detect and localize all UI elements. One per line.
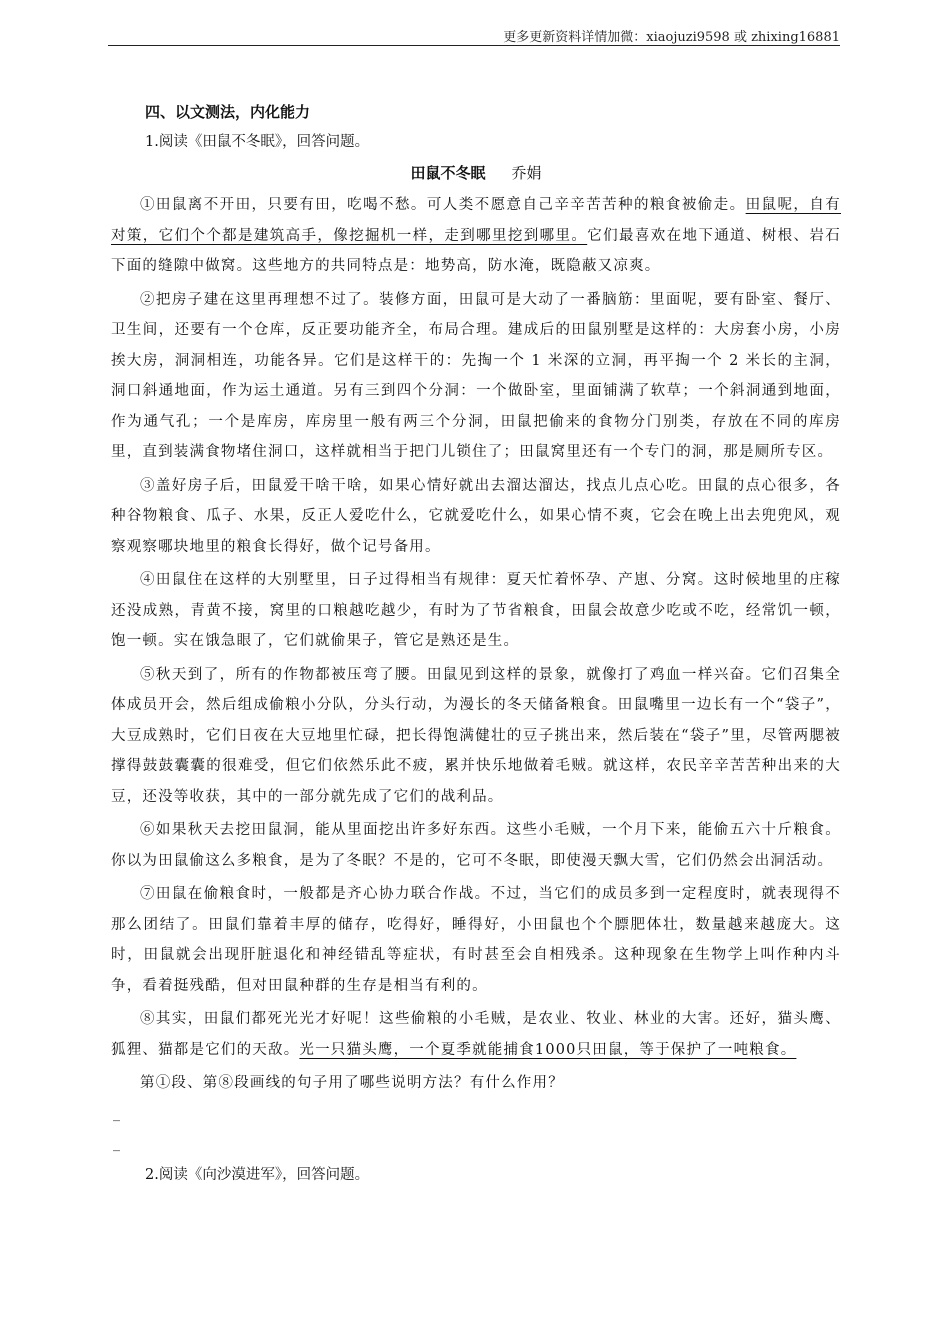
paragraph-5: ⑤秋天到了，所有的作物都被压弯了腰。田鼠见到这样的景象，就像打了鸡血一样兴奋。它们召集全体成员开会，然后组成偷粮小分队，分头行动，为漫长的冬天储备粮食。田鼠嘴里一边长有一个“袋子”，大豆成熟时，它们日夜在大豆地里忙碌，把长得饱满健壮的豆子挑出来，然后装在“袋子”里，尽管两腮被撑得鼓鼓囊囊的很难受，但它们依然乐此不疲，累并快乐地做着毛贼。就这样，农民辛辛苦苦种出来的大豆，还没等收获，其中的一部分就先成了它们的战利品。 [111, 666, 841, 805]
question-text: 第①段、第⑧段画线的句子用了哪些说明方法？有什么作用？ [140, 1075, 564, 1091]
paragraph-8-underlined-sentence: 光一只猫头鹰，一个夏季就能捕食1000只田鼠，等于保护了一吨粮食。 [299, 1041, 797, 1058]
paragraph-1 [111, 190, 841, 282]
article-heading [111, 160, 841, 186]
paragraph-2: ②把房子建在这里再理想不过了。装修方面，田鼠可是大动了一番脑筋：里面呢，要有卧室、餐厅、卫生间，还要有一个仓库，反正要功能齐全，布局合理。建成后的田鼠别墅是这样的：大房套小房，小房挨大房，洞洞相连，功能各异。它们是这样干的：先掏一个 1 米深的立洞，再平掏一个 2 米长的主洞，洞口斜通地面，作为运土通道。另有三到四个分洞：一个做卧室，里面铺满了软草；一个斜洞通到地面，作为通气孔；一个是库房，库房里一般有两三个分洞，田鼠把偷来的食物分门别类，存放在不同的库房里，直到装满食物堵住洞口，这样就相当于把门儿锁住了；田鼠窝里还有一个专门的洞，那是厕所专区。 [111, 291, 841, 460]
paragraph-1-text-b: 它们最喜欢在地下通道、树根、岩石下面的缝隙中做窝。这些地方的共同特点是：地势高，防水淹，既隐蔽又凉爽。 [111, 227, 842, 274]
question-2-prompt: 2.阅读《向沙漠进军》，回答问题。 [145, 1166, 370, 1183]
paragraph-3: ③盖好房子后，田鼠爱干啥干啥，如果心情好就出去溜达溜达，找点儿点心吃。田鼠的点心很多，各种谷物粮食、瓜子、水果，反正人爱吃什么，它就爱吃什么，如果心情不爽，它会在晚上出去兜兜风，观察观察哪块地里的粮食长得好，做个记号备用。 [111, 477, 841, 555]
answer-blank-1[interactable]: _ [113, 1105, 120, 1122]
paragraph-8 [111, 1004, 841, 1065]
header-divider [108, 45, 840, 46]
article-author: 乔娟 [511, 164, 542, 182]
paragraph-8-text-a: ⑧其实，田鼠们都死光光才好呢！这些偷粮的小毛贼，是农业、牧业、林业的大害。还好，猫头鹰、狐狸、猫都是它们的天敌。 [111, 1011, 841, 1058]
paragraph-4: ④田鼠住在这样的大别墅里，日子过得相当有规律：夏天忙着怀孕、产崽、分窝。这时候地里的庄稼还没成熟，青黄不接，窝里的口粮越吃越少，有时为了节省粮食，田鼠会故意少吃或不吃，经常饥一顿，饱一顿。实在饿急眼了，它们就偷果子，管它是熟还是生。 [111, 572, 841, 649]
page-content [111, 100, 841, 1193]
paragraph-1-underlined-sentence: 田鼠呢，自有对策，它们个个都是建筑高手，像挖掘机一样，走到哪里挖到哪里。 [111, 197, 841, 244]
paragraph-7: ⑦田鼠在偷粮食时，一般都是齐心协力联合作战。不过，当它们的成员多到一定程度时，就表现得不那么团结了。田鼠们靠着丰厚的储存，吃得好，睡得好，小田鼠也个个膘肥体壮，数量越来越庞大。这时，田鼠就会出现肝脏退化和神经错乱等症状，有时甚至会自相残杀。这种现象在生物学上叫作种内斗争，看着挺残酷，但对田鼠种群的生存是相当有利的。 [111, 886, 841, 994]
answer-blank-2[interactable]: _ [113, 1135, 120, 1152]
article-title: 田鼠不冬眠 [410, 164, 486, 182]
page-header: 更多更新资料详情加微：xiaojuzi9598 或 zhixing16881 [503, 30, 840, 45]
paragraph-1-text-a: ①田鼠离不开田，只要有田，吃喝不愁。可人类不愿意自己辛辛苦苦种的粮食被偷走。 [140, 197, 746, 213]
paragraph-6: ⑥如果秋天去挖田鼠洞，能从里面挖出许多好东西。这些小毛贼，一个月下来，能偷五六十斤粮食。你以为田鼠偷这么多粮食，是为了冬眠？不是的，它可不冬眠，即使漫天飘大雪，它们仍然会出洞活动。 [111, 822, 841, 869]
question-1-prompt: 1.阅读《田鼠不冬眠》，回答问题。 [145, 134, 370, 150]
section-title: 四、以文测法，内化能力 [145, 103, 311, 121]
